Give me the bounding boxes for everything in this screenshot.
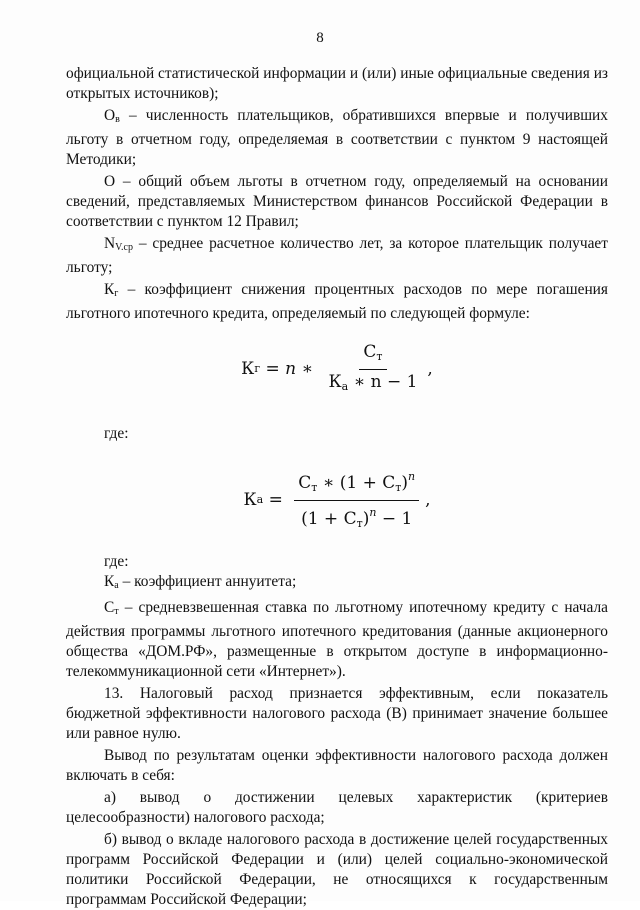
conclusion-paragraph: Вывод по результатам оценки эффективности налогового расхода должен включать в себя: xyxy=(66,747,608,784)
formula-kg-fraction: $\frac{Ст}{Ка ∗ n - 1}$ xyxy=(328,341,418,393)
page-number: 8 xyxy=(316,30,324,46)
definition-o: О – общий объем льготы в отчетном году, определяемый на основании сведений, представляемых Министерством финансов Российской Федерации в соответствии с пунктом 12 Правил; xyxy=(66,173,608,230)
definition-ct: $С_т$ – средневзвешенная ставка по льготному ипотечному кредиту с начала действия программы льготного ипотечного кредитования (данные акционерного общества «ДОМ.РФ», размещенные в открытом доступе в информационно-телекоммуникационной сети «Интернет»). xyxy=(66,599,608,680)
definition-kg: $К_г$ – коэффициент снижения процентных расходов по мере погашения льготного ипотечного кредита, определяемый по следующей формуле: xyxy=(66,281,608,322)
where-label-2: где: xyxy=(104,553,129,570)
intro-paragraph: официальной статистической информации и (или) иные официальные сведения из открытых источников); xyxy=(66,65,609,102)
formula-kg: К г = n ∗ $\frac{Ст}{Ка ∗ n - 1}$ , xyxy=(66,330,608,408)
list-item-b: б) вывод о вкладе налогового расхода в достижение целей государственных программ Российской Федерации и (или) целей социально-экономической политики Российской Федерации, не относящихся к государственным программам Российской Федерации; xyxy=(66,831,608,908)
definition-nv: $N_{V.ср}$ – среднее расчетное количество лет, за которое плательщик получает льготу; xyxy=(66,235,608,276)
paragraph-13: 13. Налоговый расход признается эффективным, если показатель бюджетной эффективности налогового расхода (В) принимает значение большее или равное нулю. xyxy=(66,685,608,742)
formula-ka: К а = $\frac{Ст ∗ (1 + Ст)^n}{(1 + Ст)^n - 1}$ , xyxy=(66,460,608,540)
definition-ka: $К_а$ – коэффициент аннуитета; xyxy=(104,573,297,591)
list-item-a: а) вывод о достижении целевых характеристик (критериев целесообразности) налогового расхода; xyxy=(66,789,608,826)
formula-ka-fraction: $\frac{Ст ∗ (1 + Ст)^n}{(1 + Ст)^n - 1}$ xyxy=(294,467,419,534)
where-label-1: где: xyxy=(104,425,129,442)
definition-ov: $О_в$ – численность плательщиков, обратившихся впервые и получивших льготу в отчетном году, определяемая в соответствии с пунктом 9 настоящей Методики; xyxy=(66,107,608,168)
page-body xyxy=(66,64,608,910)
